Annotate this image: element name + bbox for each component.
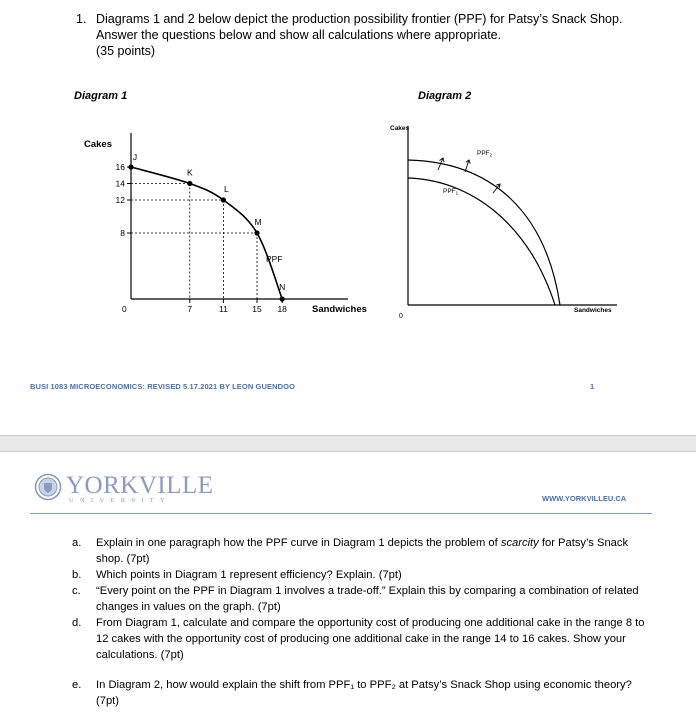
diagram-1-x-tick-label: 11 [218, 304, 228, 314]
question-c [72, 583, 652, 615]
diagram-2-chart [0, 0, 696, 340]
diagram-1-point-label: J [132, 152, 138, 162]
diagram-1-y-tick-label: 14 [115, 178, 125, 189]
diagram-1-point-label: N [279, 282, 286, 292]
website-link[interactable]: WWW.YORKVILLEU.CA [542, 494, 627, 503]
question-text: From Diagram 1, calculate and compare the opportunity cost of producing one additional cake in the range 8 to 12 cakes with the opportunity cost of producing one additional cake in the range 14 to 16 cakes. Show your calculations. (7pt) [96, 617, 645, 661]
diagram-2-ppf1-curve [408, 178, 555, 305]
question-label: c. [72, 585, 81, 597]
diagram-1-x-tick-label: 7 [187, 304, 193, 314]
university-logo-text: YORKVILLE [66, 472, 214, 499]
diagram-1-y-tick-label: 8 [120, 228, 125, 238]
diagram-2-title: Diagram 2 [418, 90, 472, 102]
question-d [72, 615, 652, 663]
question-number: 1. [76, 12, 87, 26]
page-separator [0, 435, 696, 452]
diagram-1-x-tick-label: 15 [252, 304, 262, 314]
diagram-2-origin: 0 [399, 313, 403, 320]
diagram-2-xlabel: Sandwiches [574, 307, 612, 314]
diagram-2-ppf1-label: $PPF_1$ [443, 188, 459, 196]
question-1-line-1: Diagrams 1 and 2 below depict the production possibility frontier (PPF) for Patsy’s Snack Shop. [96, 12, 623, 26]
question-label: b. [72, 569, 82, 581]
diagram-1-origin: 0 [122, 304, 127, 314]
diagram-1-ylabel: Cakes [84, 139, 112, 150]
university-seal-icon [34, 473, 62, 506]
page-number: 1 [590, 382, 595, 391]
diagram-1-point-label: L [224, 184, 229, 194]
diagram-1-x-tick-label: 18 [277, 304, 287, 314]
question-1-line-2: Answer the questions below and show all calculations where appropriate. [96, 28, 502, 42]
diagram-1-title: Diagram 1 [74, 90, 128, 102]
question-text: In Diagram 2, how would explain the shift from PPF₁ to PPF₂ at Patsy’s Snack Shop using economic theory? (7pt) [96, 679, 632, 707]
question-b [72, 567, 652, 583]
diagram-1-y-tick-label: 16 [115, 162, 125, 172]
diagram-1-point-label: K [186, 167, 193, 178]
diagram-2-ppf2-label: $PPF_2$ [477, 150, 493, 158]
question-1-points: (35 points) [96, 44, 156, 58]
question-e [72, 677, 652, 709]
university-logo-subtext: UNIVERSITY [69, 497, 171, 504]
course-footer: BUSI 1083 MICROECONOMICS: REVISED 5.17.2021 BY LEON GUENDOO [30, 382, 295, 391]
diagram-1-xlabel: Sandwiches [312, 304, 367, 315]
diagram-1-ppf-label: PPF [266, 254, 283, 264]
question-a [72, 535, 652, 567]
question-list [72, 535, 652, 709]
diagram-1-y-tick-label: 12 [115, 195, 125, 205]
question-text: “Every point on the PPF in Diagram 1 involves a trade-off.” Explain this by comparing a combination of related changes in values on the graph. (7pt) [96, 585, 639, 613]
header-rule [30, 513, 652, 514]
question-text: Which points in Diagram 1 represent efficiency? Explain. (7pt) [96, 569, 402, 581]
diagram-1-point-label: M [254, 217, 262, 227]
question-label: d. [72, 617, 82, 629]
diagram-2-ylabel: Cakes [390, 125, 410, 132]
question-text: Explain in one paragraph how the PPF curve in Diagram 1 depicts the problem of scarcity for Patsy’s Snack shop. (7pt) [96, 537, 629, 565]
question-label: a. [72, 537, 82, 549]
question-label: e. [72, 679, 82, 691]
diagram-2-ppf2-curve [408, 160, 560, 305]
